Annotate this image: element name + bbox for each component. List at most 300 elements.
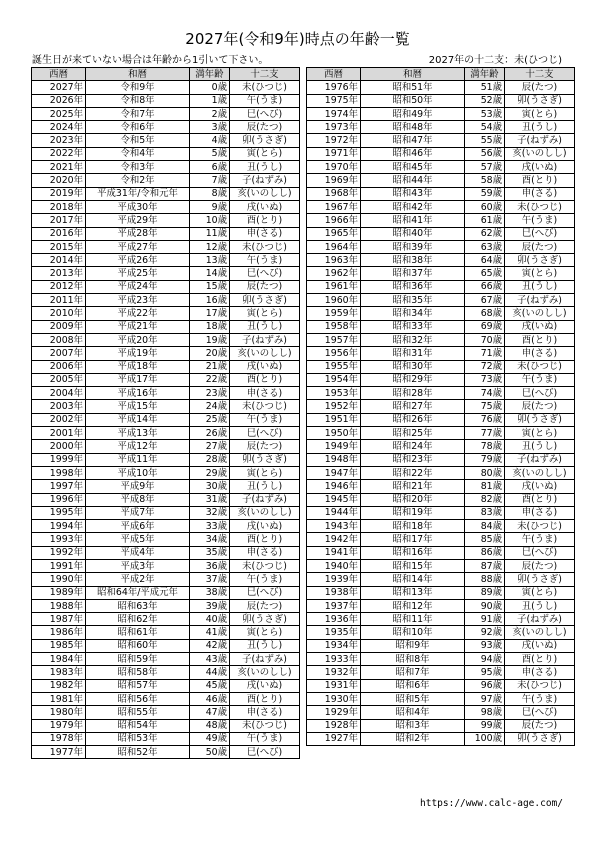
seireki-cell: 1955年: [307, 360, 361, 373]
age-cell: 84歳: [465, 520, 505, 533]
seireki-cell: 1958年: [307, 320, 361, 333]
seireki-cell: 2019年: [32, 187, 86, 200]
seireki-cell: 1963年: [307, 254, 361, 267]
table-row: [32, 746, 300, 759]
table-row: [32, 639, 300, 652]
seireki-cell: 1981年: [32, 692, 86, 705]
seireki-cell: 2020年: [32, 174, 86, 187]
seireki-cell: 2000年: [32, 440, 86, 453]
eto-cell: 亥(いのしし): [505, 307, 575, 320]
header-wareki: 和暦: [361, 68, 465, 81]
wareki-cell: 昭和20年: [361, 493, 465, 506]
eto-cell: 申(さる): [505, 666, 575, 679]
seireki-cell: 1938年: [307, 586, 361, 599]
seireki-cell: 1936年: [307, 613, 361, 626]
wareki-cell: 平成6年: [86, 520, 190, 533]
age-cell: 58歳: [465, 174, 505, 187]
eto-cell: 巳(へび): [505, 546, 575, 559]
age-cell: 76歳: [465, 413, 505, 426]
seireki-cell: 1949年: [307, 440, 361, 453]
table-row: [32, 94, 300, 107]
age-cell: 64歳: [465, 254, 505, 267]
age-cell: 87歳: [465, 559, 505, 572]
wareki-cell: 令和4年: [86, 147, 190, 160]
age-cell: 41歳: [190, 626, 230, 639]
table-row: [307, 653, 575, 666]
age-cell: 26歳: [190, 427, 230, 440]
wareki-cell: 昭和49年: [361, 107, 465, 120]
age-cell: 45歳: [190, 679, 230, 692]
seireki-cell: 1978年: [32, 732, 86, 745]
table-row: [32, 134, 300, 147]
wareki-cell: 平成9年: [86, 480, 190, 493]
wareki-cell: 令和5年: [86, 134, 190, 147]
table-row: [307, 573, 575, 586]
eto-cell: 亥(いのしし): [230, 666, 300, 679]
eto-cell: 午(うま): [230, 573, 300, 586]
age-cell: 15歳: [190, 280, 230, 293]
wareki-cell: 平成12年: [86, 440, 190, 453]
age-cell: 3歳: [190, 121, 230, 134]
table-row: [32, 427, 300, 440]
age-cell: 85歳: [465, 533, 505, 546]
table-row: [307, 347, 575, 360]
seireki-cell: 2010年: [32, 307, 86, 320]
age-cell: 83歳: [465, 506, 505, 519]
wareki-cell: 昭和10年: [361, 626, 465, 639]
wareki-cell: 昭和50年: [361, 94, 465, 107]
age-cell: 37歳: [190, 573, 230, 586]
seireki-cell: 2009年: [32, 320, 86, 333]
wareki-cell: 昭和19年: [361, 506, 465, 519]
age-cell: 65歳: [465, 267, 505, 280]
age-cell: 66歳: [465, 280, 505, 293]
table-row: [307, 294, 575, 307]
wareki-cell: 平成27年: [86, 240, 190, 253]
table-row: [307, 466, 575, 479]
wareki-cell: 昭和29年: [361, 373, 465, 386]
birthday-note: 誕生日が来ていない場合は年齢から1引いて下さい。: [32, 55, 269, 66]
seireki-cell: 1941年: [307, 546, 361, 559]
wareki-cell: 昭和34年: [361, 307, 465, 320]
wareki-cell: 昭和35年: [361, 294, 465, 307]
wareki-cell: 平成11年: [86, 453, 190, 466]
eto-cell: 酉(とり): [230, 373, 300, 386]
age-cell: 46歳: [190, 692, 230, 705]
eto-cell: 丑(うし): [505, 121, 575, 134]
table-row: [32, 506, 300, 519]
eto-cell: 丑(うし): [505, 280, 575, 293]
wareki-cell: 平成5年: [86, 533, 190, 546]
eto-cell: 戌(いぬ): [230, 200, 300, 213]
header-seireki: 西暦: [32, 68, 86, 81]
eto-cell: 戌(いぬ): [230, 520, 300, 533]
age-cell: 17歳: [190, 307, 230, 320]
seireki-cell: 2004年: [32, 387, 86, 400]
wareki-cell: 平成7年: [86, 506, 190, 519]
eto-cell: 申(さる): [505, 347, 575, 360]
seireki-cell: 1993年: [32, 533, 86, 546]
wareki-cell: 平成13年: [86, 427, 190, 440]
age-cell: 30歳: [190, 480, 230, 493]
wareki-cell: 昭和36年: [361, 280, 465, 293]
table-row: [307, 453, 575, 466]
wareki-cell: 平成24年: [86, 280, 190, 293]
table-row: [307, 254, 575, 267]
seireki-cell: 1982年: [32, 679, 86, 692]
age-cell: 32歳: [190, 506, 230, 519]
age-cell: 4歳: [190, 134, 230, 147]
age-cell: 43歳: [190, 653, 230, 666]
wareki-cell: 昭和5年: [361, 692, 465, 705]
wareki-cell: 昭和46年: [361, 147, 465, 160]
eto-cell: 亥(いのしし): [230, 347, 300, 360]
age-cell: 82歳: [465, 493, 505, 506]
table-row: [32, 480, 300, 493]
age-cell: 81歳: [465, 480, 505, 493]
eto-cell: 酉(とり): [230, 533, 300, 546]
seireki-cell: 1929年: [307, 706, 361, 719]
wareki-cell: 昭和18年: [361, 520, 465, 533]
seireki-cell: 2013年: [32, 267, 86, 280]
table-row: [307, 666, 575, 679]
seireki-cell: 1942年: [307, 533, 361, 546]
wareki-cell: 令和9年: [86, 81, 190, 94]
table-row: [307, 546, 575, 559]
eto-cell: 酉(とり): [230, 214, 300, 227]
age-cell: 24歳: [190, 400, 230, 413]
age-cell: 88歳: [465, 573, 505, 586]
wareki-cell: 昭和60年: [86, 639, 190, 652]
seireki-cell: 1930年: [307, 692, 361, 705]
wareki-cell: 昭和16年: [361, 546, 465, 559]
eto-cell: 卯(うさぎ): [505, 413, 575, 426]
eto-cell: 卯(うさぎ): [230, 134, 300, 147]
wareki-cell: 昭和48年: [361, 121, 465, 134]
eto-cell: 子(ねずみ): [230, 493, 300, 506]
eto-cell: 戌(いぬ): [505, 320, 575, 333]
wareki-cell: 令和6年: [86, 121, 190, 134]
wareki-cell: 平成17年: [86, 373, 190, 386]
wareki-cell: 昭和62年: [86, 613, 190, 626]
wareki-cell: 平成3年: [86, 559, 190, 572]
age-cell: 10歳: [190, 214, 230, 227]
eto-cell: 巳(へび): [505, 227, 575, 240]
seireki-cell: 2005年: [32, 373, 86, 386]
table-row: [307, 81, 575, 94]
table-row: [307, 174, 575, 187]
eto-cell: 未(ひつじ): [505, 520, 575, 533]
eto-cell: 丑(うし): [230, 161, 300, 174]
age-cell: 79歳: [465, 453, 505, 466]
age-cell: 47歳: [190, 706, 230, 719]
wareki-cell: 昭和42年: [361, 200, 465, 213]
table-row: [307, 533, 575, 546]
eto-cell: 丑(うし): [230, 639, 300, 652]
wareki-cell: 昭和53年: [86, 732, 190, 745]
table-row: [307, 373, 575, 386]
age-cell: 99歳: [465, 719, 505, 732]
age-cell: 49歳: [190, 732, 230, 745]
age-cell: 93歳: [465, 639, 505, 652]
age-cell: 12歳: [190, 240, 230, 253]
table-row: [32, 174, 300, 187]
wareki-cell: 昭和44年: [361, 174, 465, 187]
wareki-cell: 昭和8年: [361, 653, 465, 666]
seireki-cell: 1980年: [32, 706, 86, 719]
age-cell: 97歳: [465, 692, 505, 705]
wareki-cell: 昭和64年/平成元年: [86, 586, 190, 599]
eto-cell: 未(ひつじ): [230, 240, 300, 253]
wareki-cell: 昭和43年: [361, 187, 465, 200]
seireki-cell: 2006年: [32, 360, 86, 373]
table-row: [307, 147, 575, 160]
wareki-cell: 昭和9年: [361, 639, 465, 652]
table-row: [32, 679, 300, 692]
seireki-cell: 1967年: [307, 200, 361, 213]
age-cell: 75歳: [465, 400, 505, 413]
seireki-cell: 1977年: [32, 746, 86, 759]
header-wareki: 和暦: [86, 68, 190, 81]
table-row: [32, 400, 300, 413]
seireki-cell: 1952年: [307, 400, 361, 413]
seireki-cell: 2001年: [32, 427, 86, 440]
eto-cell: 寅(とら): [505, 107, 575, 120]
age-cell: 36歳: [190, 559, 230, 572]
eto-cell: 巳(へび): [505, 706, 575, 719]
age-cell: 68歳: [465, 307, 505, 320]
age-cell: 90歳: [465, 599, 505, 612]
age-cell: 44歳: [190, 666, 230, 679]
age-cell: 94歳: [465, 653, 505, 666]
table-row: [32, 559, 300, 572]
eto-cell: 申(さる): [230, 546, 300, 559]
table-row: [32, 440, 300, 453]
table-row: [32, 692, 300, 705]
age-cell: 71歳: [465, 347, 505, 360]
seireki-cell: 2021年: [32, 161, 86, 174]
wareki-cell: 昭和40年: [361, 227, 465, 240]
table-row: [307, 480, 575, 493]
wareki-cell: 昭和52年: [86, 746, 190, 759]
age-cell: 54歳: [465, 121, 505, 134]
table-row: [307, 586, 575, 599]
eto-cell: 午(うま): [230, 413, 300, 426]
age-cell: 100歳: [465, 732, 505, 745]
seireki-cell: 1985年: [32, 639, 86, 652]
table-row: [32, 161, 300, 174]
age-table-right: [306, 67, 575, 746]
table-row: [32, 466, 300, 479]
site-url-link[interactable]: https://www.calc-age.com/: [420, 798, 563, 809]
age-cell: 77歳: [465, 427, 505, 440]
seireki-cell: 1953年: [307, 387, 361, 400]
table-row: [32, 360, 300, 373]
table-row: [32, 599, 300, 612]
seireki-cell: 2026年: [32, 94, 86, 107]
age-table-left: [31, 67, 300, 759]
seireki-cell: 1986年: [32, 626, 86, 639]
eto-cell: 酉(とり): [505, 333, 575, 346]
age-cell: 23歳: [190, 387, 230, 400]
age-table-right-body: [307, 81, 575, 746]
eto-cell: 戌(いぬ): [505, 161, 575, 174]
eto-cell: 午(うま): [505, 373, 575, 386]
seireki-cell: 1989年: [32, 586, 86, 599]
eto-cell: 子(ねずみ): [230, 174, 300, 187]
eto-cell: 卯(うさぎ): [505, 573, 575, 586]
eto-cell: 未(ひつじ): [230, 81, 300, 94]
age-cell: 63歳: [465, 240, 505, 253]
table-row: [32, 333, 300, 346]
table-row: [307, 719, 575, 732]
seireki-cell: 1974年: [307, 107, 361, 120]
table-row: [32, 387, 300, 400]
table-row: [32, 227, 300, 240]
wareki-cell: 昭和58年: [86, 666, 190, 679]
wareki-cell: 昭和38年: [361, 254, 465, 267]
table-row: [307, 732, 575, 745]
eto-cell: 亥(いのしし): [505, 626, 575, 639]
table-row: [307, 599, 575, 612]
age-cell: 21歳: [190, 360, 230, 373]
age-cell: 20歳: [190, 347, 230, 360]
eto-cell: 寅(とら): [505, 427, 575, 440]
wareki-cell: 昭和51年: [361, 81, 465, 94]
seireki-cell: 1934年: [307, 639, 361, 652]
table-row: [32, 214, 300, 227]
seireki-cell: 2023年: [32, 134, 86, 147]
eto-cell: 酉(とり): [230, 692, 300, 705]
wareki-cell: 令和3年: [86, 161, 190, 174]
age-cell: 95歳: [465, 666, 505, 679]
header-row: [32, 68, 300, 81]
age-cell: 33歳: [190, 520, 230, 533]
age-cell: 57歳: [465, 161, 505, 174]
age-cell: 34歳: [190, 533, 230, 546]
seireki-cell: 1976年: [307, 81, 361, 94]
table-row: [32, 706, 300, 719]
seireki-cell: 2017年: [32, 214, 86, 227]
table-row: [32, 533, 300, 546]
seireki-cell: 1964年: [307, 240, 361, 253]
eto-cell: 卯(うさぎ): [505, 732, 575, 745]
table-row: [307, 121, 575, 134]
seireki-cell: 2015年: [32, 240, 86, 253]
seireki-cell: 1973年: [307, 121, 361, 134]
seireki-cell: 1961年: [307, 280, 361, 293]
wareki-cell: 昭和25年: [361, 427, 465, 440]
table-row: [307, 626, 575, 639]
age-cell: 61歳: [465, 214, 505, 227]
eto-cell: 子(ねずみ): [230, 333, 300, 346]
table-row: [32, 147, 300, 160]
wareki-cell: 平成21年: [86, 320, 190, 333]
eto-cell: 未(ひつじ): [505, 679, 575, 692]
table-row: [307, 400, 575, 413]
seireki-cell: 1979年: [32, 719, 86, 732]
wareki-cell: 昭和59年: [86, 653, 190, 666]
table-row: [307, 320, 575, 333]
wareki-cell: 平成15年: [86, 400, 190, 413]
eto-cell: 辰(たつ): [230, 280, 300, 293]
wareki-cell: 平成22年: [86, 307, 190, 320]
eto-cell: 卯(うさぎ): [230, 613, 300, 626]
eto-cell: 亥(いのしし): [505, 466, 575, 479]
seireki-cell: 2007年: [32, 347, 86, 360]
age-cell: 62歳: [465, 227, 505, 240]
seireki-cell: 1948年: [307, 453, 361, 466]
eto-cell: 巳(へび): [230, 267, 300, 280]
seireki-cell: 1997年: [32, 480, 86, 493]
page-title: 2027年(令和9年)時点の年齢一覧: [185, 30, 410, 48]
seireki-cell: 2024年: [32, 121, 86, 134]
age-table-left-body: [32, 81, 300, 759]
wareki-cell: 昭和11年: [361, 613, 465, 626]
eto-cell: 酉(とり): [505, 493, 575, 506]
age-cell: 8歳: [190, 187, 230, 200]
seireki-cell: 1999年: [32, 453, 86, 466]
table-row: [307, 333, 575, 346]
eto-cell: 申(さる): [505, 187, 575, 200]
table-row: [32, 200, 300, 213]
eto-cell: 巳(へび): [230, 427, 300, 440]
age-cell: 86歳: [465, 546, 505, 559]
table-row: [32, 121, 300, 134]
eto-cell: 戌(いぬ): [505, 639, 575, 652]
seireki-cell: 1984年: [32, 653, 86, 666]
seireki-cell: 2014年: [32, 254, 86, 267]
age-cell: 60歳: [465, 200, 505, 213]
table-row: [32, 520, 300, 533]
eto-cell: 卯(うさぎ): [505, 94, 575, 107]
header-age: 満年齢: [465, 68, 505, 81]
age-cell: 16歳: [190, 294, 230, 307]
seireki-cell: 2025年: [32, 107, 86, 120]
table-row: [307, 613, 575, 626]
seireki-cell: 1991年: [32, 559, 86, 572]
seireki-cell: 1937年: [307, 599, 361, 612]
age-cell: 72歳: [465, 360, 505, 373]
age-cell: 52歳: [465, 94, 505, 107]
seireki-cell: 1971年: [307, 147, 361, 160]
table-row: [32, 626, 300, 639]
seireki-cell: 1994年: [32, 520, 86, 533]
table-row: [307, 200, 575, 213]
table-row: [307, 161, 575, 174]
wareki-cell: 昭和39年: [361, 240, 465, 253]
eto-cell: 子(ねずみ): [505, 613, 575, 626]
seireki-cell: 1970年: [307, 161, 361, 174]
age-cell: 50歳: [190, 746, 230, 759]
eto-cell: 丑(うし): [230, 320, 300, 333]
age-cell: 42歳: [190, 639, 230, 652]
age-cell: 55歳: [465, 134, 505, 147]
age-cell: 78歳: [465, 440, 505, 453]
year-eto-label: 2027年の十二支：未(ひつじ): [428, 55, 562, 66]
seireki-cell: 1972年: [307, 134, 361, 147]
table-row: [307, 94, 575, 107]
eto-cell: 辰(たつ): [230, 121, 300, 134]
table-row: [32, 413, 300, 426]
age-cell: 67歳: [465, 294, 505, 307]
header-age: 満年齢: [190, 68, 230, 81]
seireki-cell: 1927年: [307, 732, 361, 745]
wareki-cell: 昭和33年: [361, 320, 465, 333]
seireki-cell: 1951年: [307, 413, 361, 426]
eto-cell: 未(ひつじ): [230, 559, 300, 572]
age-cell: 59歳: [465, 187, 505, 200]
